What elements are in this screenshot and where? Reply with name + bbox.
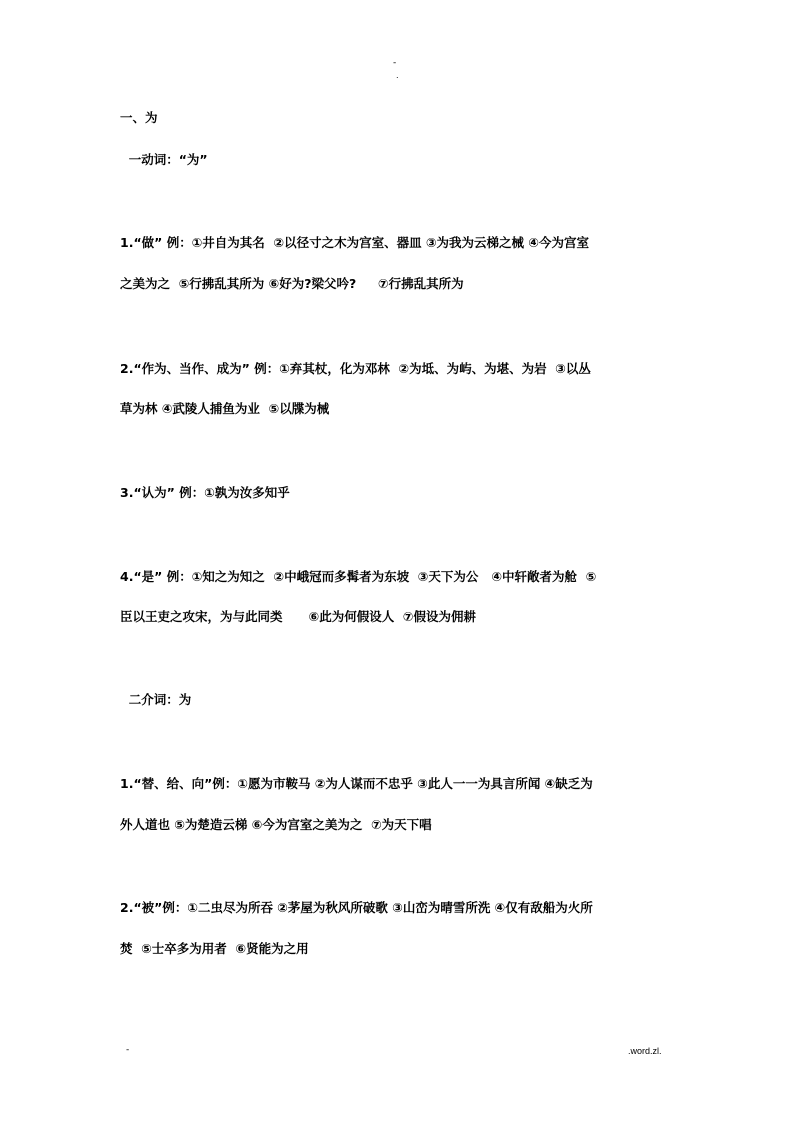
subheading-verb: 一动词：“为” (120, 152, 208, 167)
paragraph-line: 草为林 ④武陵人捕鱼为业 ⑤以牒为械 (120, 401, 330, 416)
paragraph-line: 焚 ⑤士卒多为用者 ⑥贤能为之用 (120, 941, 309, 956)
paragraph-line: 外人道也 ⑤为楚造云梯 ⑥今为宫室之美为之 ⑦为天下唱 (120, 817, 432, 832)
paragraph-line: 3.“认为” 例：①孰为汝多知乎 (120, 485, 290, 500)
paragraph-line: 1.“替、给、向”例：①愿为市鞍马 ②为人谋而不忠乎 ③此人一一为具言所闻 ④缺乏为 (120, 776, 593, 791)
paragraph-line: 4.“是” 例：①知之为知之 ②中峨冠而多髯者为东坡 ③天下为公 ④中轩敞者为舱 ⑤ (120, 569, 597, 584)
paragraph-line: 2.“作为、当作、成为” 例：①弃其杖，化为邓林 ②为坻、为屿、为堪、为岩 ③以丛 (120, 361, 591, 376)
paragraph-line: 之美为之 ⑤行拂乱其所为 ⑥好为?梁父吟? ⑦行拂乱其所为 (120, 276, 464, 291)
paragraph-line: 1.“做” 例：①井自为其名 ②以径寸之木为宫室、器皿 ③为我为云梯之械 ④今为宫室 (120, 235, 589, 250)
subheading-preposition: 二介词：为 (120, 692, 192, 707)
paragraph-line: 2.“被”例：①二虫尽为所吞 ②茅屋为秋风所破歌 ③山峦为晴雪所洗 ④仅有敌船为火所 (120, 900, 593, 915)
header-dot: . (396, 71, 399, 80)
header-dash: - (393, 58, 397, 68)
section-heading-wei: 一、为 (120, 110, 158, 125)
footer-watermark-text: .word.zl. (628, 1046, 662, 1056)
footer-left-dash: - (126, 1045, 130, 1055)
paragraph-line: 臣以王吏之攻宋，为与此同类 ⑥此为何假设人 ⑦假设为佣耕 (120, 609, 476, 624)
